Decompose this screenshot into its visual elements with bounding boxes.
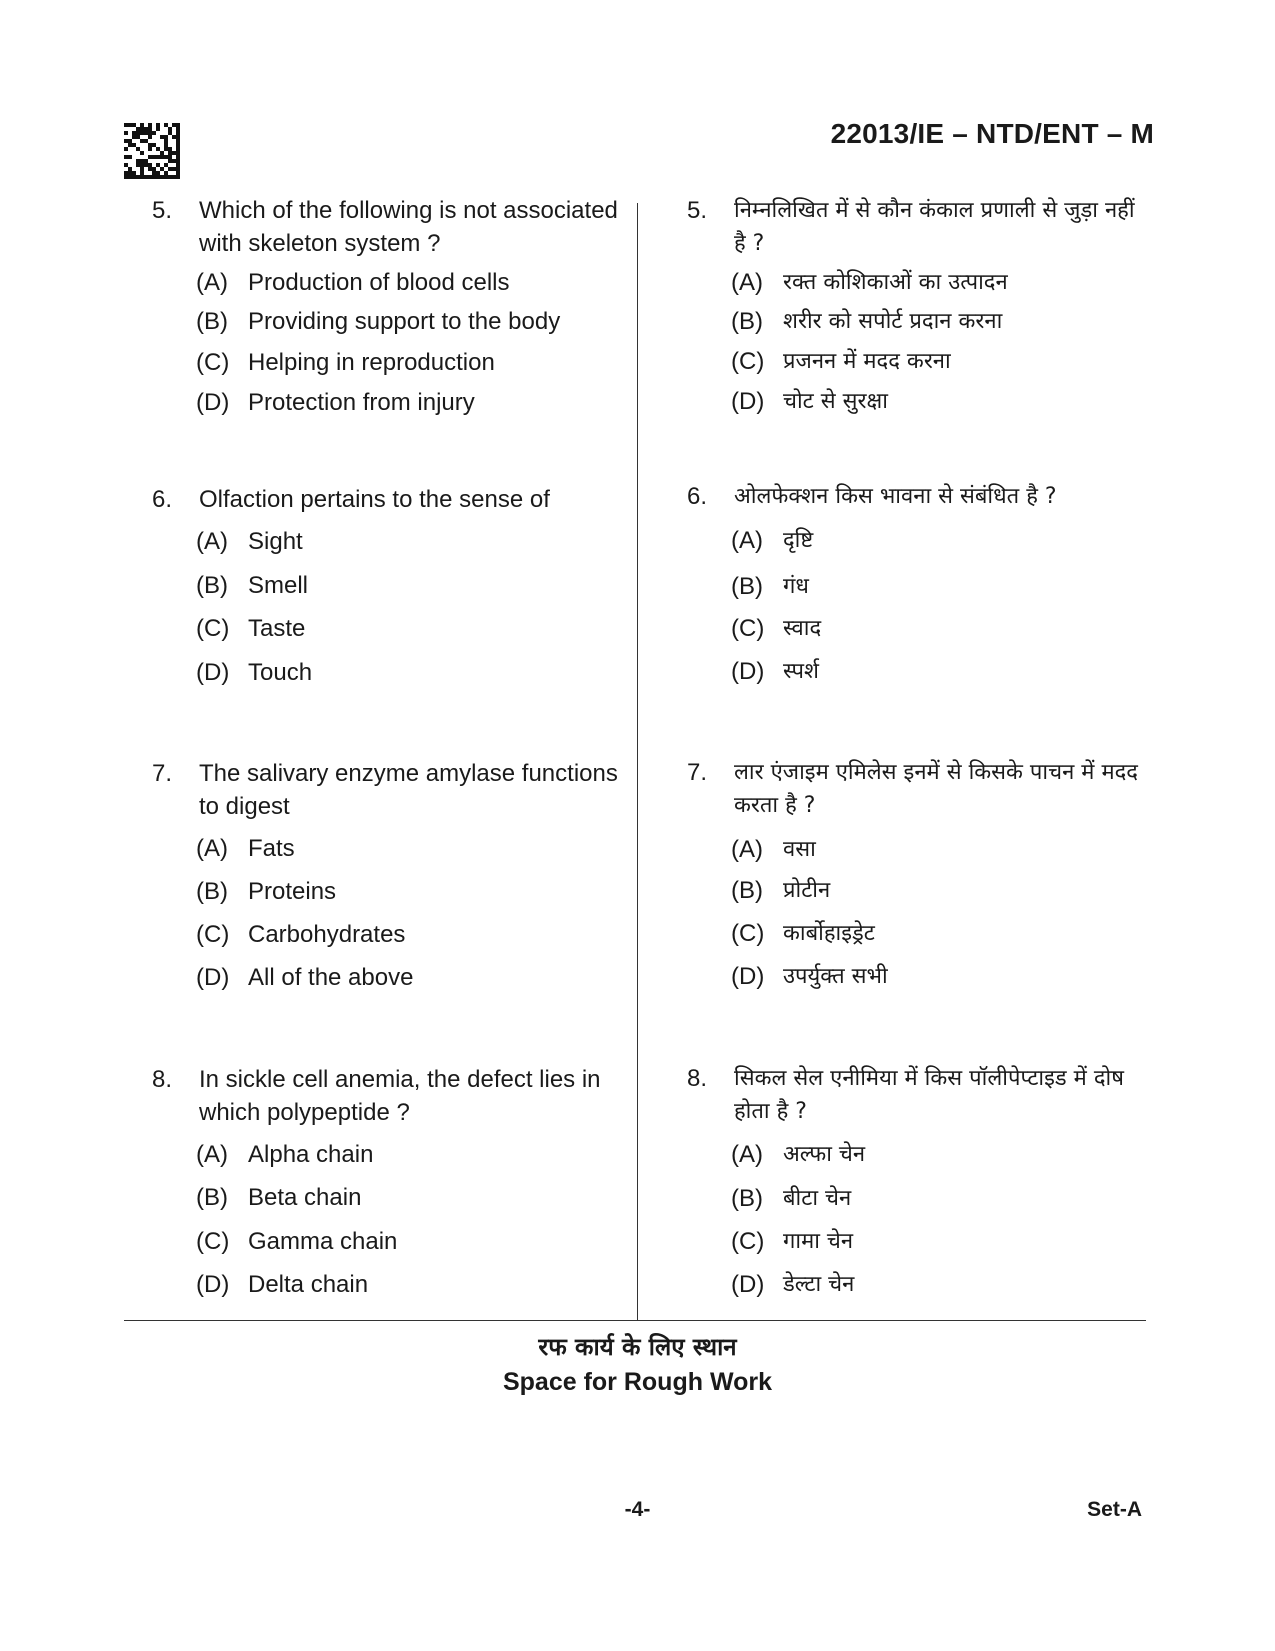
option-text: Beta chain [248, 1184, 362, 1211]
option-label: (A) [731, 1141, 763, 1168]
option-text: बीटा चेन [783, 1186, 852, 1211]
option-label: (D) [196, 964, 230, 991]
option-label: (C) [731, 348, 765, 375]
option-label: (B) [731, 308, 763, 335]
question-number: 5. [152, 197, 173, 224]
option-label: (C) [196, 1228, 230, 1255]
option-text: Proteins [248, 878, 337, 905]
option-label: (B) [196, 572, 228, 599]
set-label: Set-A [1087, 1498, 1142, 1521]
option-label: (C) [731, 920, 765, 947]
option-label: (A) [196, 835, 228, 862]
option-text: स्पर्श [783, 659, 820, 684]
question-text: सिकल सेल एनीमिया में किस पॉलीपेप्टाइड में दोष होता है ? [734, 1066, 1124, 1124]
option-label: (D) [196, 1271, 230, 1298]
option-label: (B) [731, 1185, 763, 1212]
question-number: 5. [687, 197, 708, 224]
option-text: Taste [248, 615, 306, 642]
option-label: (D) [731, 658, 765, 685]
option-label: (B) [196, 1184, 228, 1211]
option-label: (A) [731, 269, 763, 296]
option-text: अल्फा चेन [783, 1142, 866, 1167]
option-text: Protection from injury [248, 389, 475, 416]
footer-divider [124, 1320, 1146, 1321]
question-text: निम्नलिखित में से कौन कंकाल प्रणाली से जुड़ा नहीं है ? [734, 198, 1135, 256]
option-text: Touch [248, 659, 313, 686]
option-label: (D) [731, 388, 765, 415]
option-text: Helping in reproduction [248, 349, 495, 376]
option-text: शरीर को सपोर्ट प्रदान करना [783, 309, 1003, 334]
rough-work-heading-hindi: रफ कार्य के लिए स्थान [538, 1333, 737, 1361]
option-text: प्रजनन में मदद करना [783, 349, 951, 374]
option-label: (C) [196, 615, 230, 642]
option-text: Production of blood cells [248, 269, 510, 296]
question-text: Which of the following is not associated with skeleton system ? [199, 197, 618, 257]
question-number: 6. [687, 483, 708, 510]
option-label: (A) [731, 836, 763, 863]
option-text: गंध [783, 574, 809, 599]
question-number: 7. [152, 760, 173, 787]
option-label: (B) [196, 878, 228, 905]
option-text: Sight [248, 528, 303, 555]
question-number: 8. [687, 1065, 708, 1092]
option-text: दृष्टि [783, 528, 814, 553]
page-number: -4- [624, 1498, 651, 1521]
question-number: 8. [152, 1066, 173, 1093]
option-label: (B) [731, 573, 763, 600]
question-text: In sickle cell anemia, the defect lies in which polypeptide ? [199, 1066, 601, 1126]
option-text: Smell [248, 572, 309, 599]
option-label: (D) [731, 1271, 765, 1298]
option-label: (C) [731, 1228, 765, 1255]
option-label: (C) [196, 349, 230, 376]
option-text: वसा [783, 837, 816, 862]
option-text: डेल्टा चेन [783, 1272, 855, 1297]
option-label: (D) [731, 963, 765, 990]
option-text: Alpha chain [248, 1141, 374, 1168]
question-text: Olfaction pertains to the sense of [199, 486, 550, 513]
option-text: स्वाद [783, 616, 822, 641]
option-label: (C) [196, 921, 230, 948]
question-text: The salivary enzyme amylase functions to digest [199, 760, 618, 820]
option-label: (D) [196, 389, 230, 416]
question-text: लार एंजाइम एमिलेस इनमें से किसके पाचन में मदद करता है ? [734, 760, 1138, 818]
option-label: (B) [196, 308, 228, 335]
option-text: कार्बोहाइड्रेट [783, 921, 875, 946]
option-text: Delta chain [248, 1271, 369, 1298]
option-text: All of the above [248, 964, 414, 991]
rough-work-heading: Space for Rough Work [502, 1368, 772, 1396]
option-text: Gamma chain [248, 1228, 398, 1255]
option-text: गामा चेन [783, 1229, 854, 1254]
option-text: Carbohydrates [248, 921, 406, 948]
option-text: रक्त कोशिकाओं का उत्पादन [783, 270, 1008, 295]
option-label: (A) [196, 528, 228, 555]
option-text: Fats [248, 835, 295, 862]
option-text: Providing support to the body [248, 308, 561, 335]
option-label: (C) [731, 615, 765, 642]
option-label: (D) [196, 659, 230, 686]
option-text: प्रोटीन [783, 878, 831, 903]
option-text: चोट से सुरक्षा [783, 389, 888, 414]
option-label: (B) [731, 877, 763, 904]
question-number: 7. [687, 759, 708, 786]
option-label: (A) [196, 269, 228, 296]
option-label: (A) [196, 1141, 228, 1168]
question-number: 6. [152, 486, 173, 513]
question-text: ओलफेक्शन किस भावना से संबंधित है ? [734, 484, 1057, 509]
document-code: 22013/IE – NTD/ENT – M [830, 118, 1154, 149]
qr-code-icon [124, 123, 180, 179]
option-label: (A) [731, 527, 763, 554]
option-text: उपर्युक्त सभी [783, 964, 888, 989]
